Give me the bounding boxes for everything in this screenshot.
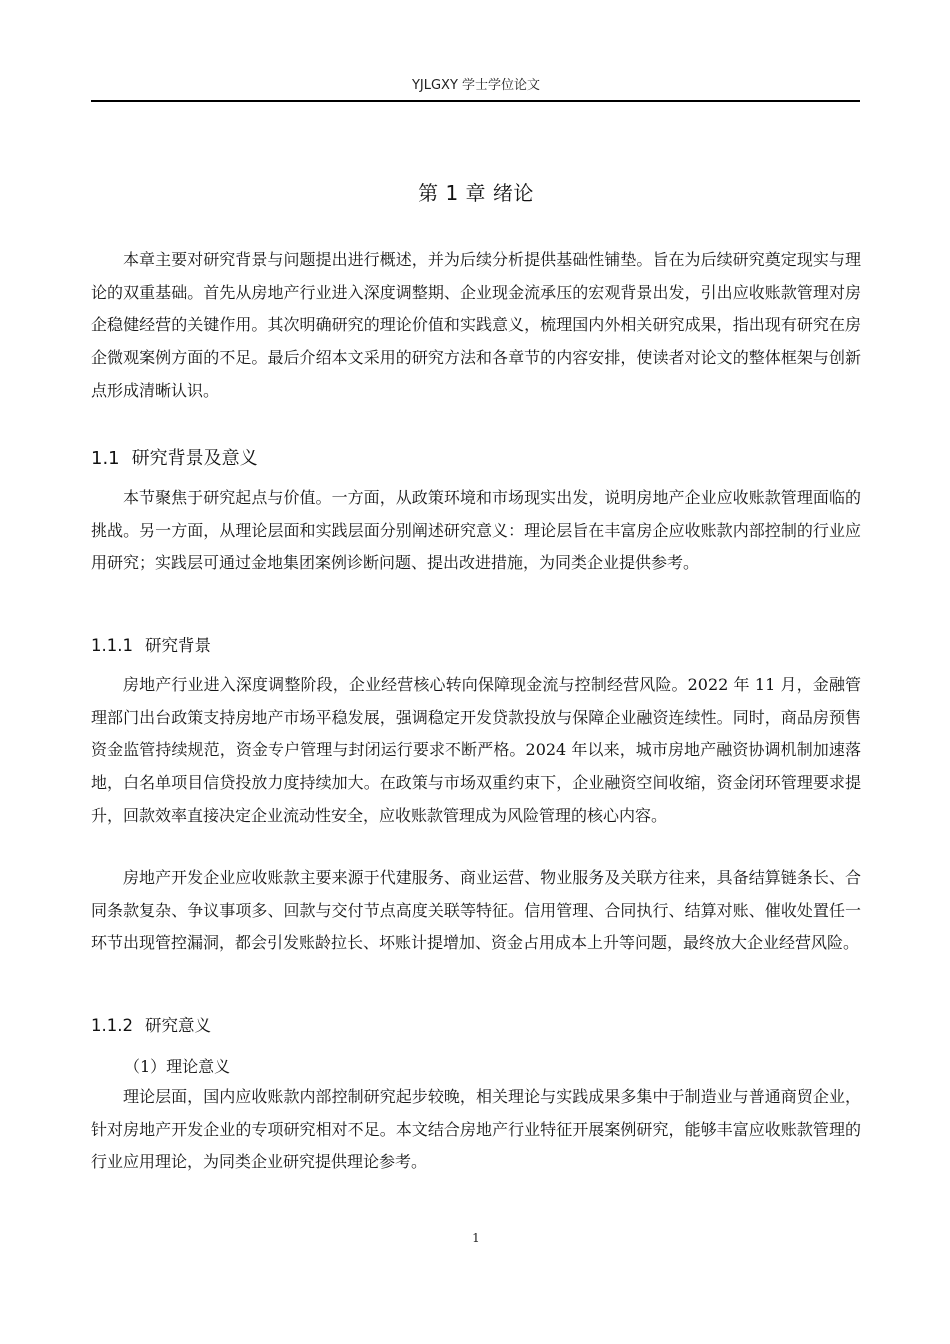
section-number: 1.1.2 bbox=[91, 1016, 133, 1035]
section-number: 1.1.1 bbox=[91, 636, 133, 655]
background-paragraph-2: 房地产开发企业应收账款主要来源于代建服务、商业运营、物业服务及关联方往来，具备结算链条长、合同条款复杂、争议事项多、回款与交付节点高度关联等特征。信用管理、合同执行、结算对账、催收处置任一环节出现管控漏洞，都会引发账龄拉长、坏账计提增加、资金占用成本上升等问题，最终放大企业经营风险。 bbox=[91, 868, 861, 953]
theory-significance-paragraph: 理论层面，国内应收账款内部控制研究起步较晚，相关理论与实践成果多集中于制造业与普通商贸企业，针对房地产开发企业的专项研究相对不足。本文结合房地产行业特征开展案例研究，能够丰富应收账款管理的行业应用理论，为同类企业研究提供理论参考。 bbox=[91, 1087, 861, 1172]
section-1-1-2-heading bbox=[91, 1012, 211, 1036]
header-rule bbox=[91, 100, 860, 102]
section-title: 研究背景及意义 bbox=[131, 448, 258, 469]
section-1-1-heading bbox=[91, 444, 258, 470]
section-title: 研究背景 bbox=[144, 636, 211, 655]
section-1-1-1-heading bbox=[91, 632, 211, 656]
section-1-1-paragraph: 本节聚焦于研究起点与价值。一方面，从政策环境和市场现实出发，说明房地产企业应收账款管理面临的挑战。另一方面，从理论层面和实践层面分别阐述研究意义：理论层旨在丰富房企应收账款内部控制的行业应用研究；实践层可通过金地集团案例诊断问题、提出改进措施，为同类企业提供参考。 bbox=[91, 488, 861, 573]
background-paragraph-1: 房地产行业进入深度调整阶段，企业经营核心转向保障现金流与控制经营风险。2022 年 11 月，金融管理部门出台政策支持房地产市场平稳发展，强调稳定开发贷款投放与保障企业融资连续性。同时，商品房预售资金监管持续规范，资金专户管理与封闭运行要求不断严格。2024 年以来，城市房地产融资协调机制加速落地，白名单项目信贷投放力度持续加大。在政策与市场双重约束下，企业融资空间收缩，资金闭环管理要求提升，回款效率直接决定企业流动性安全，应收账款管理成为风险管理的核心内容。 bbox=[91, 675, 861, 825]
theory-significance-label: （1）理论意义 bbox=[124, 1057, 231, 1076]
chapter-title: 第 1 章 绪论 bbox=[418, 181, 534, 205]
section-title: 研究意义 bbox=[144, 1016, 211, 1035]
running-header: YJLGXY 学士学位论文 bbox=[411, 78, 541, 93]
chapter-intro-paragraph: 本章主要对研究背景与问题提出进行概述，并为后续分析提供基础性铺垫。旨在为后续研究奠定现实与理论的双重基础。首先从房地产行业进入深度调整期、企业现金流承压的宏观背景出发，引出应收账款管理对房企稳健经营的关键作用。其次明确研究的理论价值和实践意义，梳理国内外相关研究成果，指出现有研究在房企微观案例方面的不足。最后介绍本文采用的研究方法和各章节的内容安排，使读者对论文的整体框架与创新点形成清晰认识。 bbox=[91, 250, 861, 400]
page-number: 1 bbox=[472, 1231, 480, 1245]
section-number: 1.1 bbox=[91, 448, 120, 469]
